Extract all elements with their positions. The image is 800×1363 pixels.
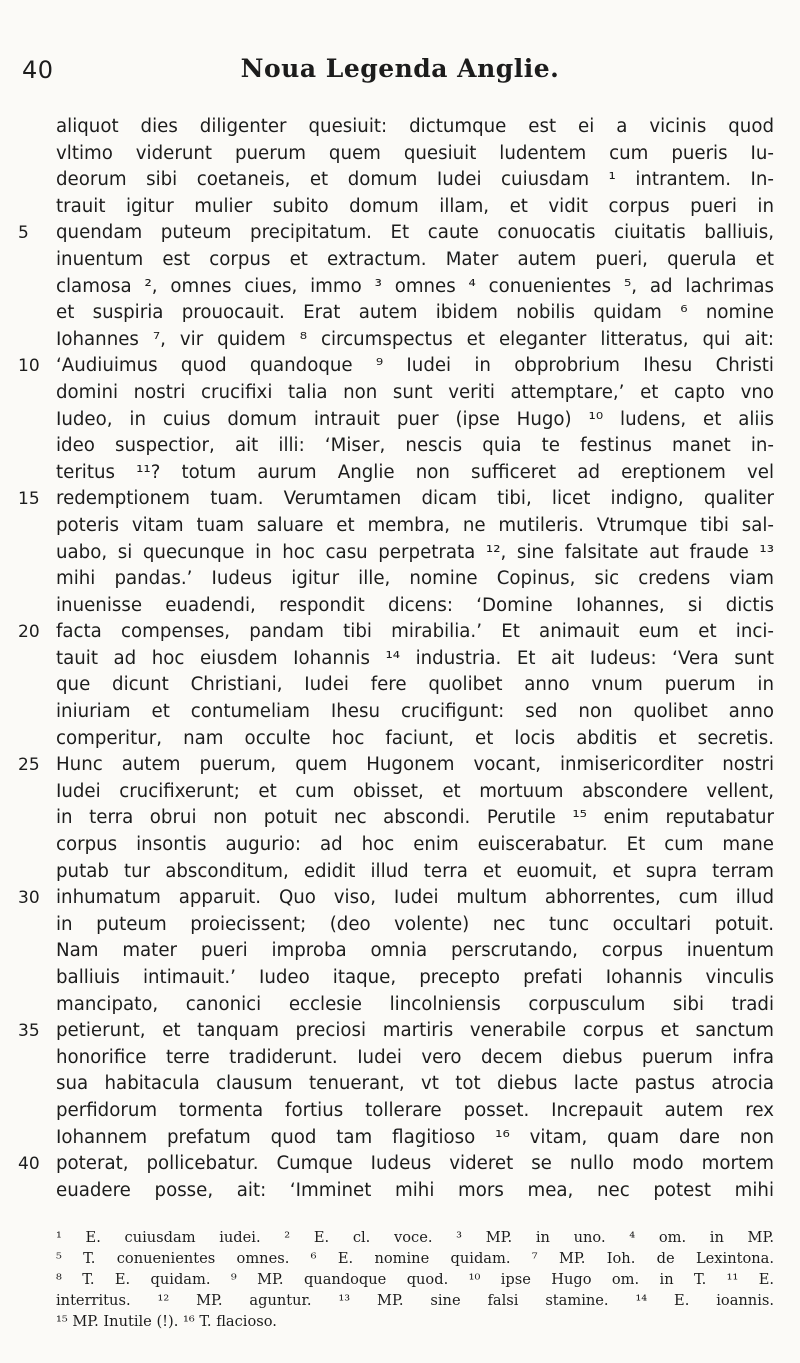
line-text: mihi pandas.’ Iudeus igitur ille, nomine Copinus, sic credens viam	[56, 568, 774, 590]
text-line	[56, 938, 774, 965]
line-text: deorum sibi coetaneis, et domum Iudei cuiusdam ¹ intrantem. In-	[56, 169, 774, 191]
text-line	[56, 593, 774, 620]
line-text: ‘Audiuimus quod quandoque ⁹ Iudei in obprobrium Ihesu Christi	[56, 355, 774, 377]
line-text: euadere posse, ait: ‘Imminet mihi mors mea, nec potest mihi	[56, 1179, 774, 1201]
line-number: 35	[18, 1021, 40, 1042]
line-text: teritus ¹¹? totum aurum Anglie non sufficeret ad ereptionem vel	[56, 461, 774, 483]
text-line	[56, 912, 774, 939]
text-line	[56, 540, 774, 567]
line-text: putab tur absconditum, edidit illud terra et euomuit, et supra terram	[56, 860, 774, 882]
text-line	[56, 274, 774, 301]
page-header	[0, 50, 800, 90]
running-title: Noua Legenda Anglie.	[240, 54, 560, 83]
line-text: Iohannes ⁷, vir quidem ⁸ circumspectus et eleganter litteratus, qui ait:	[56, 328, 774, 350]
text-line	[56, 433, 774, 460]
line-text: uabo, si quecunque in hoc casu perpetrata ¹², sine falsitate aut fraude ¹³	[56, 541, 774, 563]
text-line	[56, 726, 774, 753]
line-text: iniuriam et contumeliam Ihesu crucifigunt: sed non quolibet anno	[56, 701, 774, 723]
text-line	[56, 646, 774, 673]
line-number: 10	[18, 356, 40, 377]
line-text: domini nostri crucifixi talia non sunt veriti attemptare,’ et capto vno	[56, 381, 774, 403]
line-text: in terra obrui non potuit nec abscondi. Perutile ¹⁵ enim reputabatur	[56, 807, 774, 829]
text-line	[56, 672, 774, 699]
line-text: balliuis intimauit.’ Iudeo itaque, precepto prefati Iohannis vinculis	[56, 967, 774, 988]
line-text: petierunt, et tanquam preciosi martiris venerabile corpus et sanctum	[56, 1020, 774, 1042]
text-line	[18, 220, 774, 247]
line-text: inuenisse euadendi, respondit dicens: ‘Domine Iohannes, si dictis	[56, 594, 774, 616]
text-line	[56, 859, 774, 886]
text-line	[56, 1045, 774, 1072]
body-text	[18, 114, 774, 1204]
line-text: trauit igitur mulier subito domum illam, et vidit corpus pueri in	[56, 195, 774, 217]
text-line	[56, 460, 774, 487]
line-text: Hunc autem puerum, quem Hugonem vocant, inmisericorditer nostri	[56, 754, 774, 776]
text-line	[56, 965, 774, 992]
text-line	[18, 885, 774, 912]
text-line	[56, 300, 774, 327]
text-line	[56, 832, 774, 859]
line-text: poterat, pollicebatur. Cumque Iudeus videret se nullo modo mortem	[56, 1153, 774, 1175]
text-line	[56, 1098, 774, 1125]
line-text: in puteum proiecissent; (deo volente) nec tunc occultari potuit.	[56, 913, 774, 935]
footnote-line: interritus. ¹² MP. aguntur. ¹³ MP. sine falsi stamine. ¹⁴ E. ioannis.	[56, 1292, 774, 1309]
line-number: 5	[18, 223, 29, 244]
line-text: Iohannem prefatum quod tam flagitioso ¹⁶ vitam, quam dare non	[56, 1126, 774, 1148]
line-text: ideo suspectior, ait illi: ‘Miser, nescis quia te festinus manet in-	[56, 435, 774, 457]
line-text: redemptionem tuam. Verumtamen dicam tibi, licet indigno, qualiter	[56, 488, 774, 510]
line-text: inhumatum apparuit. Quo viso, Iudei multum abhorrentes, cum illud	[56, 887, 774, 909]
text-line	[56, 380, 774, 407]
line-text: vltimo viderunt puerum quem quesiuit ludentem cum pueris Iu-	[56, 142, 774, 164]
line-text: comperitur, nam occulte hoc faciunt, et locis abditis et secretis.	[56, 727, 774, 749]
line-number: 40	[18, 1154, 40, 1175]
line-text: aliquot dies diligenter quesiuit: dictumque est ei a vicinis quod	[56, 116, 774, 137]
text-line	[56, 167, 774, 194]
text-line	[56, 327, 774, 354]
line-text: poteris vitam tuam saluare et membra, ne mutileris. Vtrumque tibi sal-	[56, 514, 774, 536]
text-line	[56, 1125, 774, 1152]
footnote-line: ⁸ T. E. quidam. ⁹ MP. quandoque quod. ¹⁰ ipse Hugo om. in T. ¹¹ E.	[56, 1271, 774, 1288]
page-number: 40	[22, 56, 54, 84]
text-line	[18, 752, 774, 779]
footnotes	[56, 1227, 774, 1332]
line-text: et suspiria prouocauit. Erat autem ibidem nobilis quidam ⁶ nomine	[56, 302, 774, 324]
line-text: inuentum est corpus et extractum. Mater autem pueri, querula et	[56, 248, 774, 270]
line-text: clamosa ², omnes ciues, immo ³ omnes ⁴ conuenientes ⁵, ad lachrimas	[56, 275, 774, 297]
text-line	[56, 1178, 774, 1205]
text-line	[18, 353, 774, 380]
text-line	[56, 805, 774, 832]
text-line	[56, 699, 774, 726]
text-line	[18, 486, 774, 513]
line-text: corpus insontis augurio: ad hoc enim euiscerabatur. Et cum mane	[56, 834, 774, 856]
line-text: mancipato, canonici ecclesie lincolniensis corpusculum sibi tradi	[56, 993, 774, 1015]
text-line	[18, 1151, 774, 1178]
line-text: Iudeo, in cuius domum intrauit puer (ipse Hugo) ¹⁰ ludens, et aliis	[56, 408, 774, 430]
text-line	[18, 619, 774, 646]
line-text: Iudei crucifixerunt; et cum obisset, et mortuum abscondere vellent,	[56, 780, 774, 802]
text-line	[56, 992, 774, 1019]
text-line	[56, 407, 774, 434]
text-line	[56, 247, 774, 274]
line-text: honorifice terre tradiderunt. Iudei vero decem diebus puerum infra	[56, 1046, 774, 1068]
text-line	[56, 141, 774, 168]
line-number: 20	[18, 622, 40, 643]
text-line	[56, 194, 774, 221]
line-text: sua habitacula clausum tenuerant, vt tot diebus lacte pastus atrocia	[56, 1073, 774, 1095]
footnote-line: ⁵ T. conuenientes omnes. ⁶ E. nomine quidam. ⁷ MP. Ioh. de Lexintona.	[56, 1250, 774, 1267]
footnote-line: ¹⁵ MP. Inutile (!). ¹⁶ T. flacioso.	[56, 1313, 277, 1330]
text-line	[56, 1071, 774, 1098]
line-number: 30	[18, 888, 40, 909]
line-text: Nam mater pueri improba omnia perscrutando, corpus inuentum	[56, 940, 774, 962]
line-text: tauit ad hoc eiusdem Iohannis ¹⁴ industria. Et ait Iudeus: ‘Vera sunt	[56, 647, 774, 669]
text-line	[56, 114, 774, 141]
text-line	[56, 513, 774, 540]
line-text: perfidorum tormenta fortius tollerare posset. Increpauit autem rex	[56, 1099, 774, 1121]
text-line	[18, 1018, 774, 1045]
text-line	[56, 779, 774, 806]
line-number: 25	[18, 755, 40, 776]
line-text: facta compenses, pandam tibi mirabilia.’ Et animauit eum et inci-	[56, 621, 774, 643]
text-line	[56, 566, 774, 593]
line-text: que dicunt Christiani, Iudei fere quolibet anno vnum puerum in	[56, 674, 774, 696]
footnote-line: ¹ E. cuiusdam iudei. ² E. cl. voce. ³ MP. in uno. ⁴ om. in MP.	[56, 1229, 774, 1246]
line-number: 15	[18, 489, 40, 510]
line-text: quendam puteum precipitatum. Et caute conuocatis ciuitatis balliuis,	[56, 222, 774, 244]
